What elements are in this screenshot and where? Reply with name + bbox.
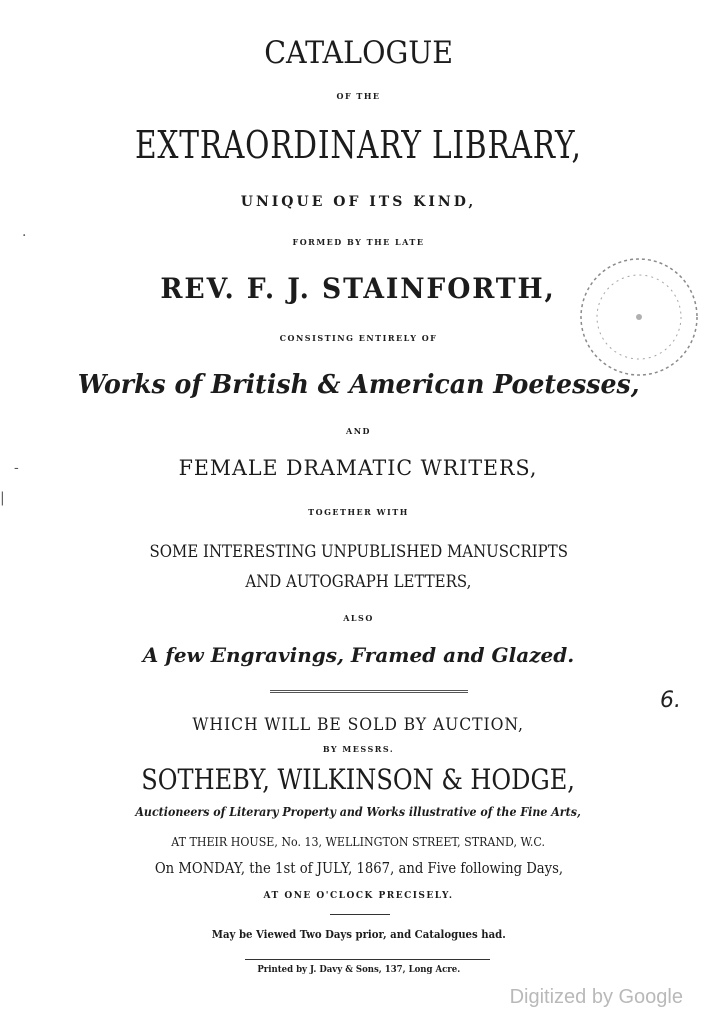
printer-text: Printed by J. Davy & Sons, 137, Long Acre. <box>257 965 460 975</box>
printer-line <box>0 966 717 975</box>
divider-rule <box>270 690 468 693</box>
house-text: AT THEIR HOUSE, No. 13, WELLINGTON STREET, STRAND, W.C. <box>171 835 546 849</box>
collector-name-text: REV. F. J. STAINFORTH, <box>160 272 557 305</box>
margin-mark-2: - <box>14 460 19 476</box>
of-the-text: OF THE <box>336 91 381 101</box>
margin-mark-3: | <box>0 490 5 506</box>
house-line <box>0 836 717 848</box>
catalogue-title <box>0 35 717 71</box>
female-heading <box>0 458 717 479</box>
consisting-text: CONSISTING ENTIRELY OF <box>279 333 438 343</box>
date-text: On MONDAY, the 1st of JULY, 1867, and Five following Days, <box>154 859 563 877</box>
female-heading-text: FEMALE DRAMATIC WRITERS, <box>179 456 538 480</box>
manuscripts-line <box>0 544 717 561</box>
library-heading <box>0 123 717 167</box>
engravings-text: A few Engravings, Framed and Glazed. <box>142 643 575 667</box>
autograph-text: AND AUTOGRAPH LETTERS, <box>245 572 472 592</box>
of-the-line <box>0 92 717 100</box>
time-line <box>0 892 717 901</box>
firm-name-text: SOTHEBY, WILKINSON & HODGE, <box>141 763 576 796</box>
unique-line <box>0 195 717 209</box>
sold-line <box>0 717 717 734</box>
margin-mark-1: · <box>22 228 27 244</box>
stamp-center-dot <box>636 314 642 320</box>
unique-text: UNIQUE OF ITS KIND, <box>240 194 477 210</box>
also-line <box>0 614 717 622</box>
date-line <box>0 861 717 876</box>
and-text: AND <box>346 426 371 436</box>
by-messrs-text: BY MESSRS. <box>322 744 395 754</box>
auctioneers-text: Auctioneers of Literary Property and Works illustrative of the Fine Arts, <box>135 805 582 819</box>
auctioneers-line <box>0 806 717 818</box>
library-heading-text: EXTRAORDINARY LIBRARY, <box>135 123 582 167</box>
together-line <box>0 508 717 516</box>
handwritten-number: 6. <box>660 688 681 713</box>
formed-by-text: FORMED BY THE LATE <box>292 237 425 247</box>
by-messrs-line <box>0 745 717 753</box>
viewed-text: May be Viewed Two Days prior, and Catalogues had. <box>211 928 506 941</box>
manuscripts-text: SOME INTERESTING UNPUBLISHED MANUSCRIPTS <box>149 542 568 562</box>
sold-text: WHICH WILL BE SOLD BY AUCTION, <box>192 715 525 735</box>
library-stamp <box>576 254 702 380</box>
also-text: ALSO <box>343 613 374 623</box>
digitized-watermark: Digitized by Google <box>509 986 683 1008</box>
viewed-line <box>0 929 717 940</box>
short-rule <box>330 914 390 915</box>
catalogue-title-text: CATALOGUE <box>264 35 453 71</box>
engravings-line <box>0 645 717 665</box>
works-heading-text: Works of British & American Poetesses, <box>77 370 640 400</box>
and-line <box>0 427 717 435</box>
autograph-line <box>0 574 717 591</box>
printer-rule <box>245 959 490 960</box>
together-text: TOGETHER WITH <box>308 507 409 517</box>
firm-name <box>0 763 717 796</box>
formed-by-line <box>0 238 717 246</box>
time-text: AT ONE O'CLOCK PRECISELY. <box>263 891 454 901</box>
